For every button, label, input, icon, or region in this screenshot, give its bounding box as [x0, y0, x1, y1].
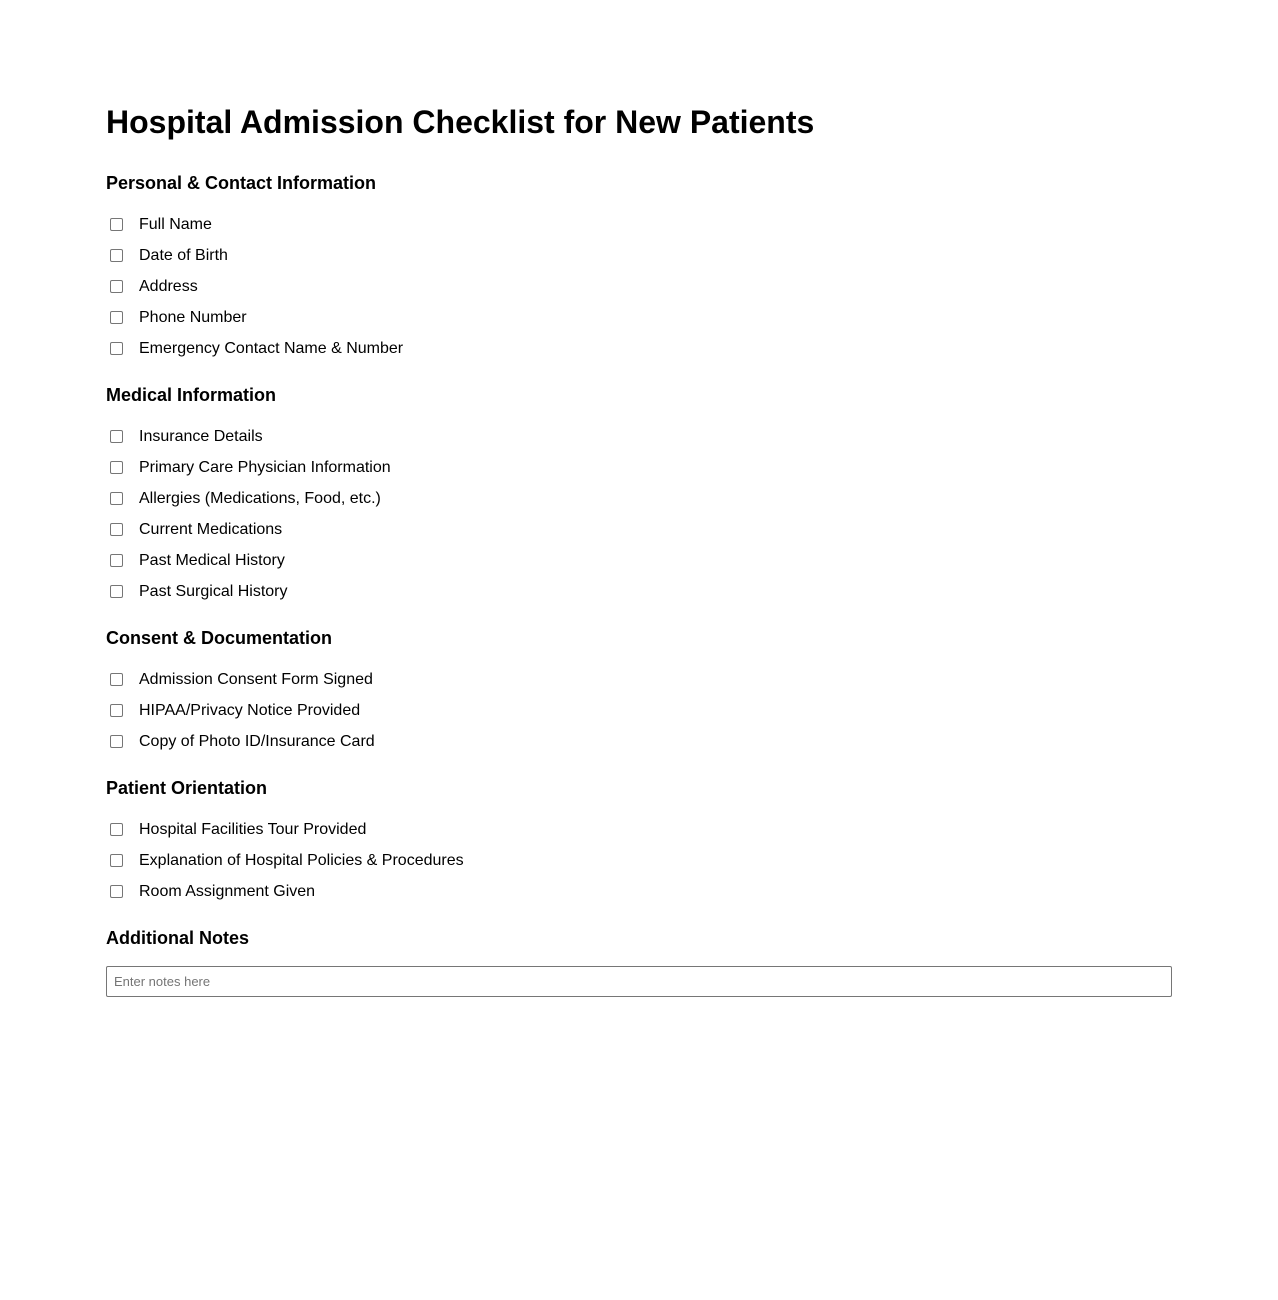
checkbox[interactable]: [110, 854, 123, 867]
checklist-item-phone-number[interactable]: Phone Number: [106, 302, 1172, 333]
checklist-item-hipaa-notice[interactable]: HIPAA/Privacy Notice Provided: [106, 695, 1172, 726]
section-heading: Patient Orientation: [106, 778, 268, 798]
checkbox[interactable]: [110, 735, 123, 748]
checklist-item-emergency-contact[interactable]: Emergency Contact Name & Number: [106, 333, 1172, 364]
checklist-item-photo-id-copy[interactable]: Copy of Photo ID/Insurance Card: [106, 726, 1172, 757]
checklist-item-consent-form[interactable]: Admission Consent Form Signed: [106, 664, 1172, 695]
checkbox[interactable]: [110, 342, 123, 355]
checklist-item-current-medications[interactable]: Current Medications: [106, 514, 1172, 545]
section-additional-notes: [106, 928, 1172, 997]
checklist-item-address[interactable]: Address: [106, 271, 1172, 302]
section-patient-orientation: [106, 778, 1172, 907]
checklist-item-policies-explanation[interactable]: Explanation of Hospital Policies & Procedures: [106, 845, 1172, 876]
section-heading: Personal & Contact Information: [106, 173, 377, 193]
checkbox[interactable]: [110, 461, 123, 474]
section-heading: Consent & Documentation: [106, 628, 333, 648]
checklist-item-allergies[interactable]: Allergies (Medications, Food, etc.): [106, 483, 1172, 514]
checkbox[interactable]: [110, 523, 123, 536]
checklist-item-past-medical-history[interactable]: Past Medical History: [106, 545, 1172, 576]
section-consent-documentation: [106, 628, 1172, 757]
checklist-item-full-name[interactable]: Full Name: [106, 209, 1172, 240]
checklist-item-primary-care-physician[interactable]: Primary Care Physician Information: [106, 452, 1172, 483]
checkbox[interactable]: [110, 492, 123, 505]
checkbox[interactable]: [110, 885, 123, 898]
checklist-item-insurance-details[interactable]: Insurance Details: [106, 421, 1172, 452]
checkbox[interactable]: [110, 585, 123, 598]
checkbox[interactable]: [110, 673, 123, 686]
notes-input[interactable]: [106, 966, 1172, 997]
checkbox[interactable]: [110, 823, 123, 836]
page-title: Hospital Admission Checklist for New Patients: [106, 104, 815, 140]
section-medical-information: [106, 385, 1172, 607]
checkbox[interactable]: [110, 430, 123, 443]
section-personal-contact: [106, 173, 1172, 364]
section-heading: Additional Notes: [106, 928, 249, 948]
checkbox[interactable]: [110, 704, 123, 717]
checkbox[interactable]: [110, 249, 123, 262]
checklist-item-date-of-birth[interactable]: Date of Birth: [106, 240, 1172, 271]
checkbox[interactable]: [110, 218, 123, 231]
section-heading: Medical Information: [106, 385, 277, 405]
checklist-item-room-assignment[interactable]: Room Assignment Given: [106, 876, 1172, 907]
checkbox[interactable]: [110, 280, 123, 293]
checklist-item-past-surgical-history[interactable]: Past Surgical History: [106, 576, 1172, 607]
checkbox[interactable]: [110, 311, 123, 324]
checklist-item-facilities-tour[interactable]: Hospital Facilities Tour Provided: [106, 814, 1172, 845]
checkbox[interactable]: [110, 554, 123, 567]
